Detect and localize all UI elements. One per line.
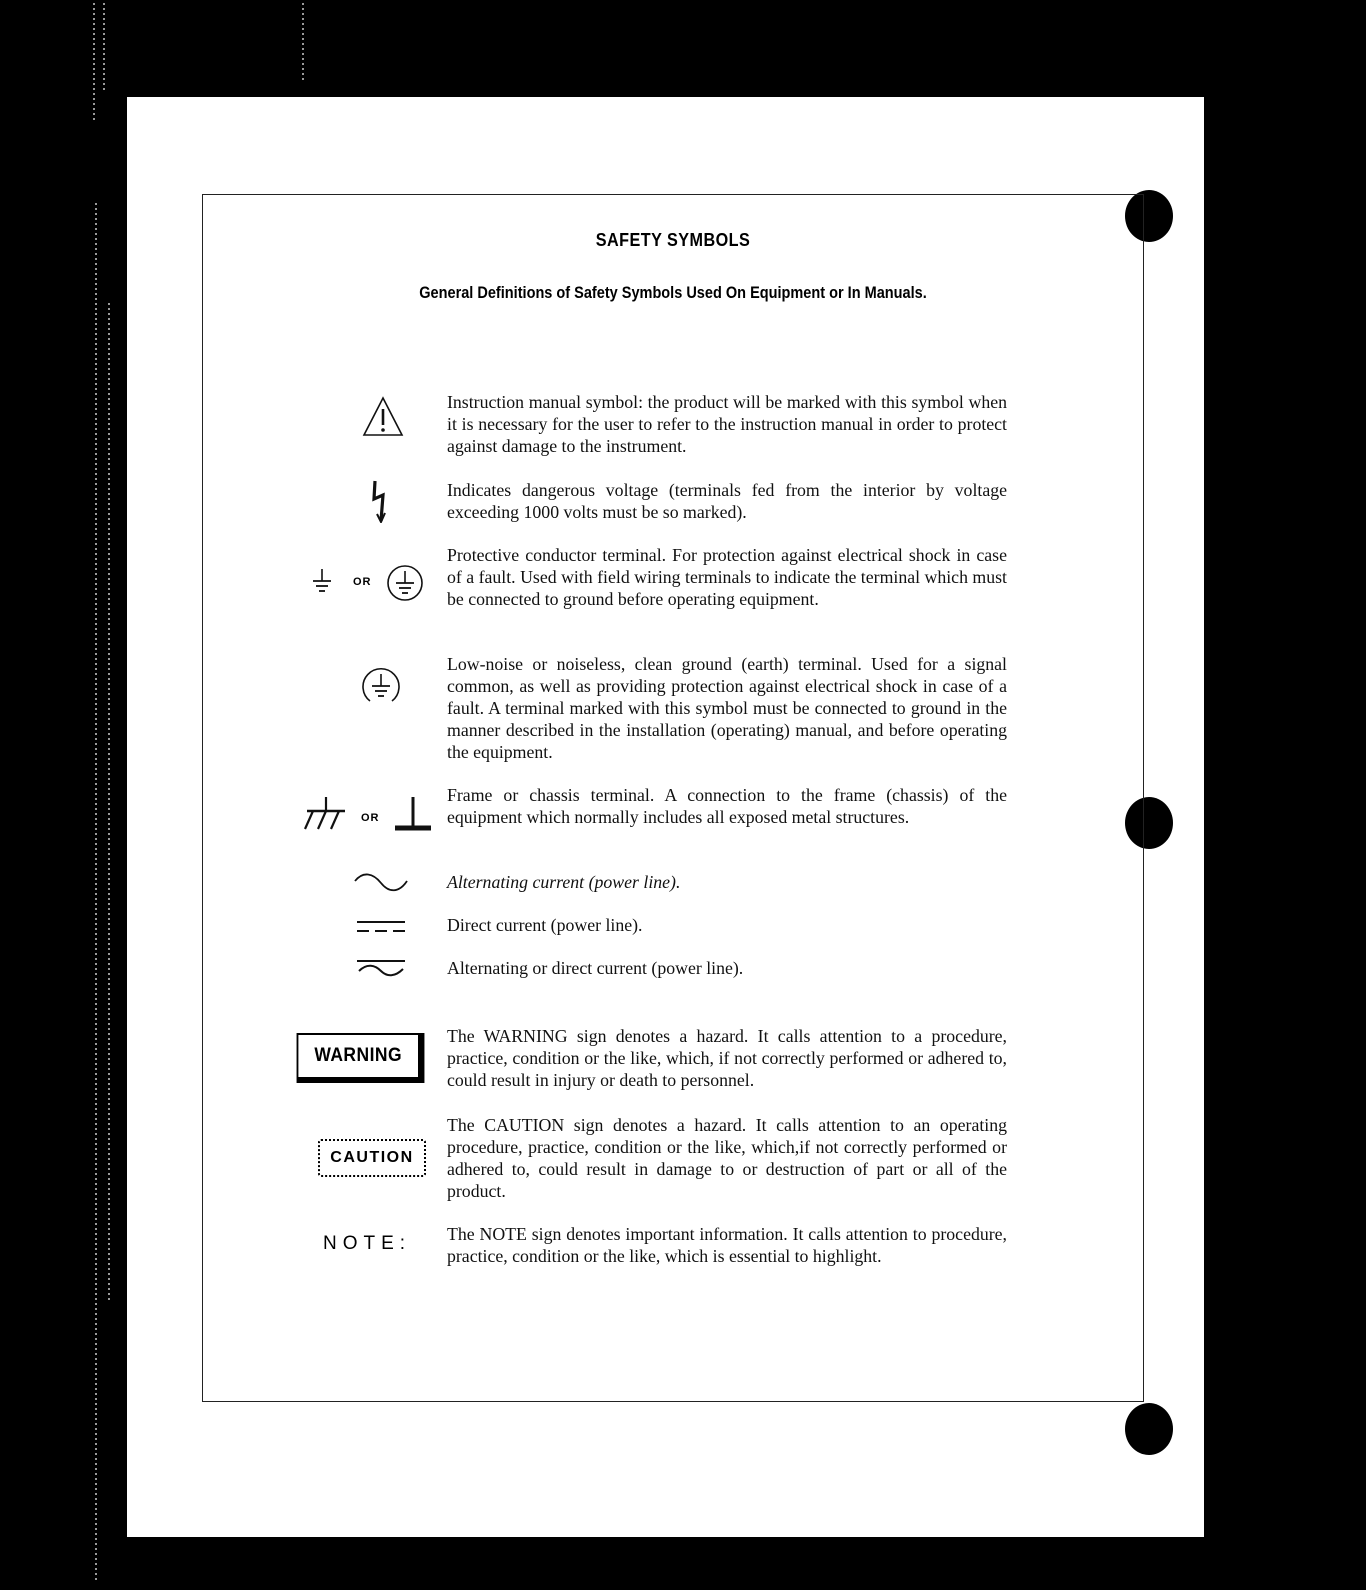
- note-sign: NOTE:: [323, 1233, 412, 1254]
- binder-hole: [1125, 1403, 1173, 1455]
- entry-text-instruction-manual: Instruction manual symbol: the product will be marked with this symbol when it is necessary for the user to refer to the instruction manual in order to protect against damage to the instrument.: [447, 392, 1007, 456]
- entry-text-caution: The CAUTION sign denotes a hazard. It calls attention to an operating procedure, practice, condition or the like, which,if not correctly performed or adhered to, could result in damage to or destruction of part or all of the product.: [447, 1115, 1007, 1201]
- scan-artifact: [108, 300, 110, 1300]
- chassis-ground-icon: [301, 795, 349, 833]
- entry-text-protective-conductor: Protective conductor terminal. For protection against electrical shock in case of a fault. Used with field wiring terminals to indicate the terminal which must be connected to ground before operating equipment.: [447, 545, 1007, 609]
- or-label: OR: [353, 576, 372, 588]
- warning-triangle-icon: [361, 395, 405, 439]
- entry-text-dc: Direct current (power line).: [447, 915, 643, 935]
- document-page: [127, 97, 1204, 1537]
- caution-sign: CAUTION: [318, 1139, 426, 1177]
- scan-artifact: [302, 0, 304, 80]
- page-title: SAFETY SYMBOLS: [595, 230, 751, 250]
- protective-ground-circled-icon: [385, 563, 425, 603]
- or-label: OR: [361, 812, 380, 824]
- entry-text-clean-ground: Low-noise or noiseless, clean ground (earth) terminal. Used for a signal common, as well as providing protection against electrical shock in case of a fault. A terminal marked with this symbol must be connected to ground in the manner described in the installation (operating) manual, and before operating the equipment.: [447, 654, 1007, 762]
- entry-text-ac: Alternating current (power line).: [447, 872, 681, 892]
- warning-sign: WARNING: [297, 1033, 425, 1083]
- page-subtitle: General Definitions of Safety Symbols Used On Equipment or In Manuals.: [419, 284, 927, 302]
- ac-dc-icon: [355, 957, 407, 979]
- entry-text-warning: The WARNING sign denotes a hazard. It calls attention to a procedure, practice, condition or the like, which, if not correctly performed or adhered to, could result in injury or death to personnel.: [447, 1026, 1007, 1090]
- frame-ground-icon: [393, 795, 433, 833]
- entry-text-chassis: Frame or chassis terminal. A connection to the frame (chassis) of the equipment which normally includes all exposed metal structures.: [447, 785, 1007, 827]
- ac-icon: [353, 873, 409, 893]
- dc-icon: [355, 917, 407, 937]
- entry-text-dangerous-voltage: Indicates dangerous voltage (terminals fed from the interior by voltage exceeding 1000 volts must be so marked).: [447, 480, 1007, 522]
- entry-text-note: The NOTE sign denotes important information. It calls attention to procedure, practice, condition or the like, which is essential to highlight.: [447, 1224, 1007, 1266]
- content-frame: [202, 194, 1144, 1402]
- scan-artifact: [93, 0, 95, 120]
- clean-ground-icon: [360, 665, 402, 707]
- lightning-bolt-icon: [370, 479, 392, 523]
- scan-artifact: [103, 0, 105, 90]
- entry-text-ac-dc: Alternating or direct current (power line).: [447, 958, 744, 978]
- protective-ground-icon: [311, 567, 333, 597]
- scan-artifact: [95, 200, 97, 1580]
